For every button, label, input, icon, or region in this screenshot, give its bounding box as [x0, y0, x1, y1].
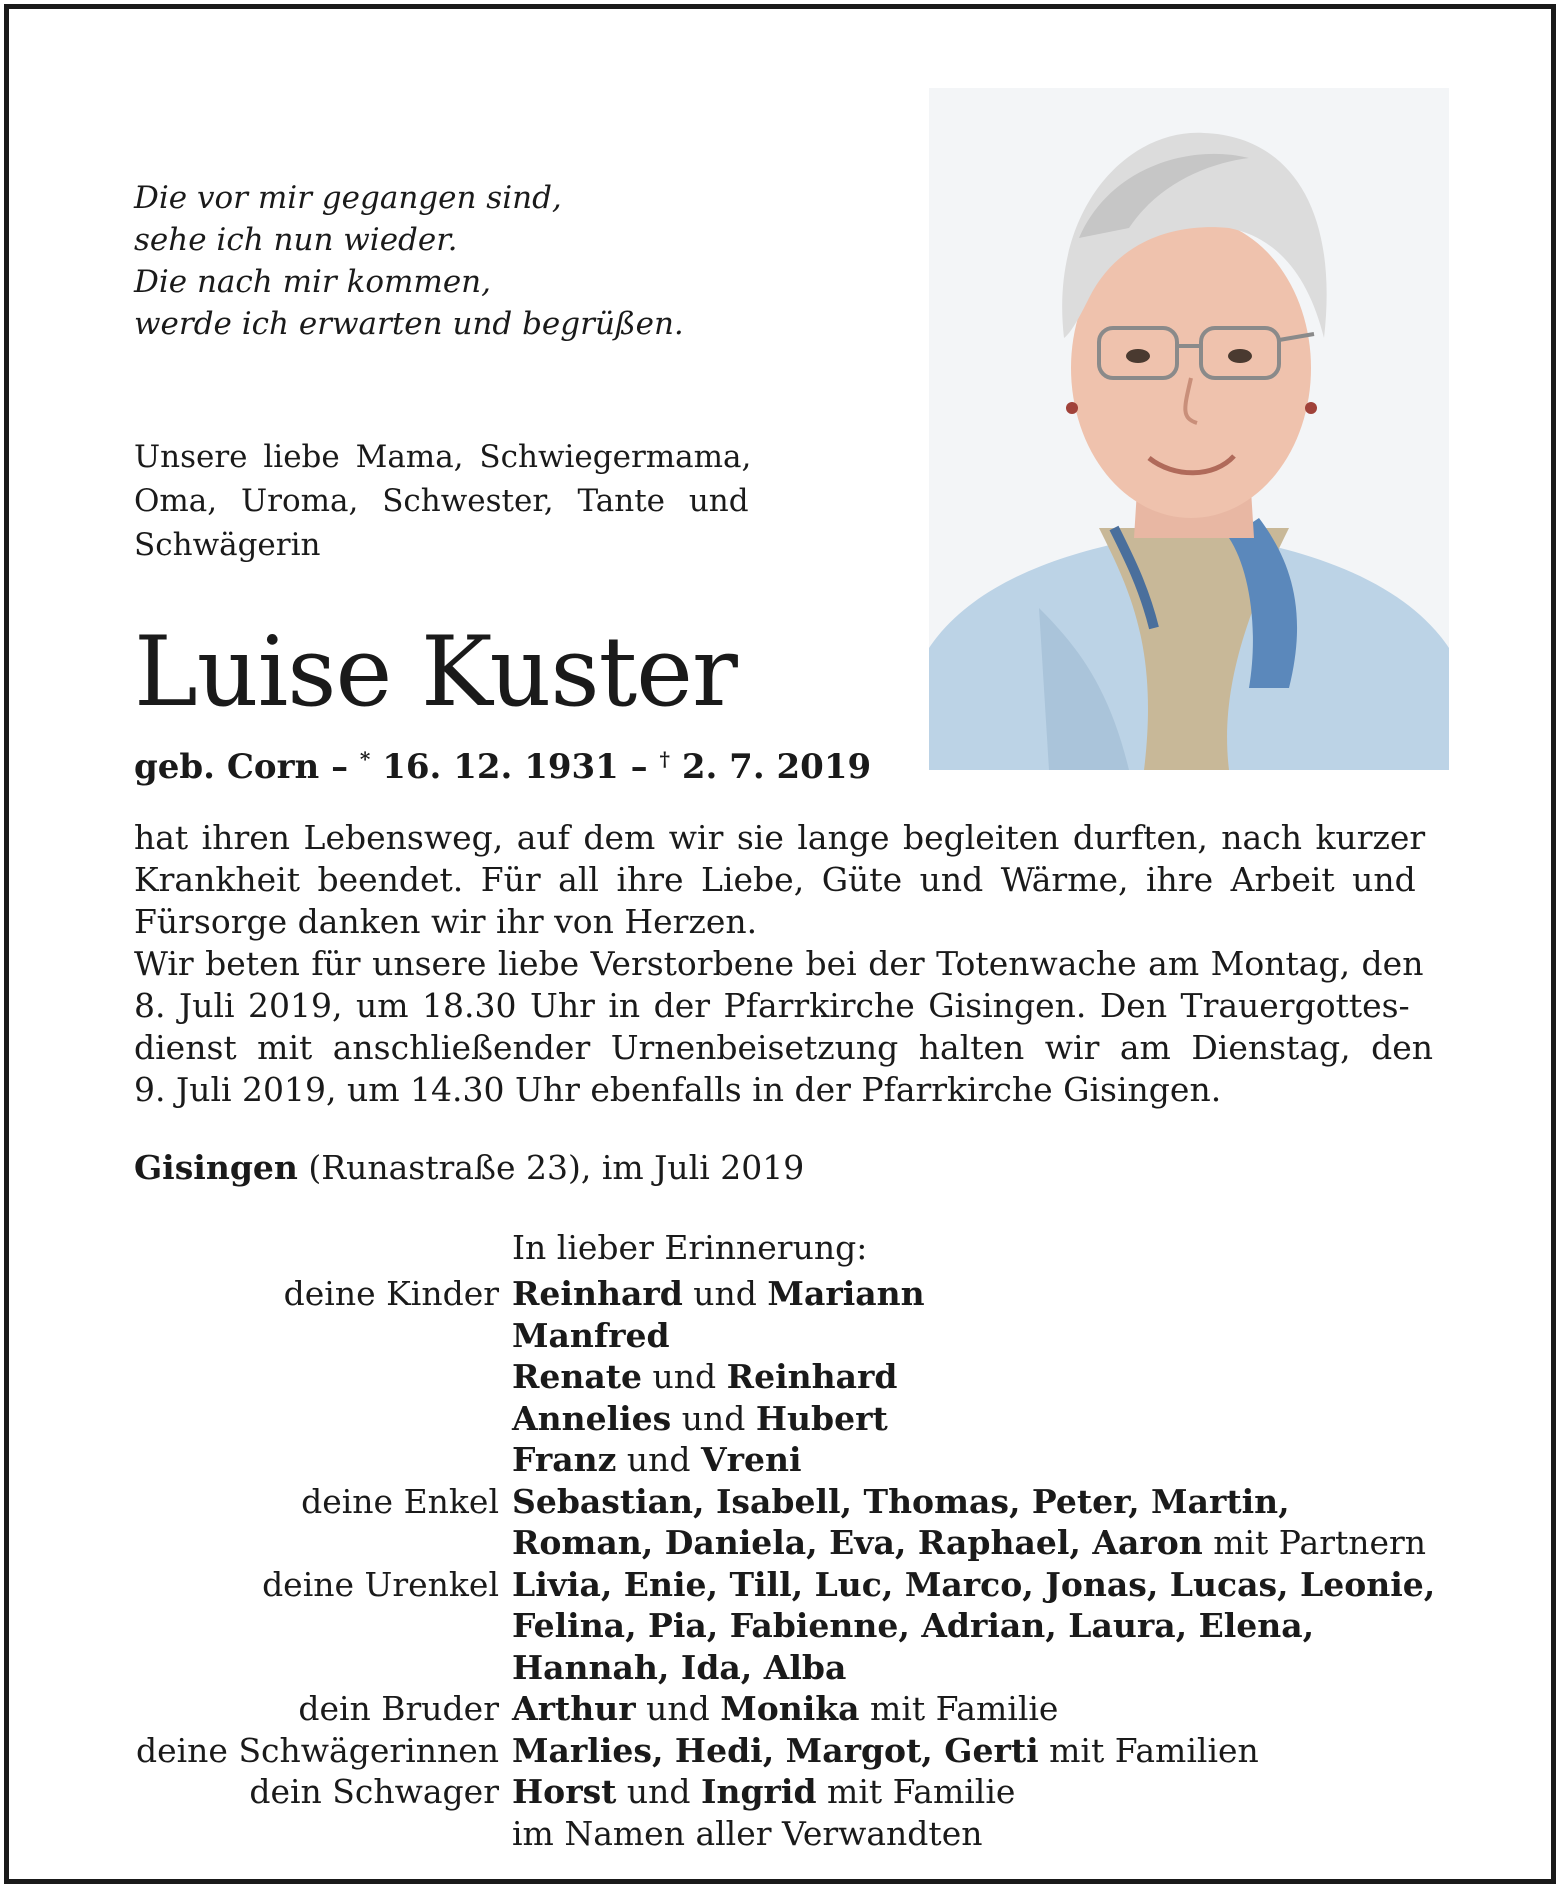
birth-death-info [134, 737, 894, 789]
mourner-connector: und [635, 1689, 721, 1728]
mourner-names [512, 1273, 925, 1315]
mourner-names [512, 1564, 1435, 1606]
relation-label: deine Enkel [301, 1481, 499, 1521]
memory-heading: In lieber Erinnerung: [512, 1228, 868, 1267]
mourner-name: Manfred [512, 1315, 670, 1355]
birth-date: 16. 12. 1931 [370, 747, 619, 787]
mourner-row [9, 1605, 1561, 1647]
poem-line: werde ich erwarten und begrüßen. [134, 306, 684, 342]
mourner-row [9, 1273, 1561, 1315]
mourner-row [9, 1522, 1561, 1564]
mourner-names [512, 1688, 1058, 1730]
intro-line: Oma, Uroma, Schwester, Tante und [134, 483, 749, 519]
mourner-row [9, 1398, 1561, 1440]
announcement-line: Wir beten für unsere liebe Verstorbene bei der Totenwache am Montag, den [134, 944, 1424, 983]
announcement-line: 8. Juli 2019, um 18.30 Uhr in der Pfarrkirche Gisingen. Den Trauergottes- [134, 986, 1410, 1025]
mourner-names [512, 1356, 897, 1398]
town-name: Gisingen [134, 1148, 298, 1187]
mourner-names [512, 1730, 1259, 1772]
memorial-poem [134, 177, 834, 345]
mourner-name: Hubert [755, 1398, 888, 1438]
obituary-card [4, 4, 1556, 1884]
mourner-row [9, 1688, 1561, 1730]
mourner-connector: mit Familie [816, 1772, 1016, 1811]
date-separator: – [618, 747, 660, 787]
mourner-connector: mit Partnern [1202, 1523, 1427, 1562]
announcement-text [134, 817, 1444, 1111]
mourner-name: Hannah, Ida, Alba [512, 1647, 847, 1687]
mourner-name: Marlies, Hedi, Margot, Gerti [512, 1730, 1039, 1770]
relation-label: dein Schwager [249, 1772, 499, 1811]
mourner-name: Reinhard [512, 1274, 683, 1313]
intro-text [134, 435, 819, 567]
mourner-row [9, 1481, 1561, 1523]
intro-line: Unsere liebe Mama, Schwiegermama, [134, 439, 752, 475]
mourner-name: Ingrid [701, 1772, 817, 1811]
place-and-date [134, 1147, 1134, 1189]
mourner-name: Felina, Pia, Fabienne, Adrian, Laura, Elena, [512, 1606, 1315, 1645]
death-symbol: † [659, 747, 670, 771]
mourner-connector: mit Familie [859, 1689, 1059, 1728]
address-and-date: (Runastraße 23), im Juli 2019 [297, 1148, 805, 1187]
poem-line: Die nach mir kommen, [134, 264, 491, 300]
mourner-names [512, 1439, 802, 1481]
mourner-connector: mit Familien [1038, 1730, 1259, 1770]
relation-label: deine Schwägerinnen [135, 1730, 499, 1770]
mourner-names [512, 1813, 982, 1855]
maiden-name: geb. Corn [134, 747, 320, 787]
deceased-name: Luise Kuster [134, 616, 737, 728]
announcement-line: Fürsorge danken wir ihr von Herzen. [134, 902, 758, 941]
mourner-names [512, 1398, 888, 1440]
mourner-name: Annelies [512, 1398, 672, 1438]
mourner-names [512, 1481, 1290, 1523]
relation-label: deine Urenkel [262, 1564, 499, 1604]
mourner-connector: und [642, 1357, 727, 1396]
mourner-name: Franz [512, 1440, 617, 1479]
relation-label: deine Kinder [283, 1274, 499, 1313]
announcement-line: Krankheit beendet. Für all ihre Liebe, Güte und Wärme, ihre Arbeit und [134, 860, 1416, 899]
mourner-name: Livia, Enie, Till, Luc, Marco, Jonas, Lucas, Leonie, [512, 1564, 1436, 1604]
mourner-row [9, 1647, 1561, 1689]
mourner-name: Vreni [700, 1440, 802, 1479]
mourner-names [512, 1771, 1015, 1813]
mourner-connector: und [682, 1274, 768, 1313]
mourner-names [512, 1647, 846, 1689]
intro-line: Schwägerin [134, 527, 321, 563]
mourner-names [512, 1605, 1314, 1647]
mourner-name: Sebastian, Isabell, Thomas, Peter, Martin, [512, 1481, 1290, 1521]
mourner-name: Reinhard [726, 1357, 898, 1396]
mourner-connector: und [616, 1772, 702, 1811]
mourner-row [9, 1439, 1561, 1481]
birth-symbol: * [359, 747, 371, 771]
mourner-name: Renate [512, 1357, 643, 1396]
mourner-row [9, 1771, 1561, 1813]
portrait-photo [929, 88, 1449, 770]
mourner-name: Arthur [512, 1689, 636, 1728]
poem-line: sehe ich nun wieder. [134, 222, 458, 258]
mourner-connector: und [616, 1440, 701, 1479]
mourner-connector: und [671, 1398, 756, 1438]
mourner-name: Horst [512, 1772, 617, 1811]
death-date: 2. 7. 2019 [670, 747, 872, 787]
mourner-row [9, 1730, 1561, 1772]
portrait-illustration [929, 88, 1449, 770]
mourner-connector: im Namen aller Verwandten [512, 1813, 983, 1853]
announcement-line: hat ihren Lebensweg, auf dem wir sie lange begleiten durften, nach kurzer [134, 818, 1426, 857]
mourner-row [9, 1564, 1561, 1606]
date-separator: – [319, 747, 360, 787]
mourner-name: Monika [720, 1689, 860, 1728]
mourner-name: Mariann [767, 1274, 925, 1313]
relation-label: dein Bruder [298, 1689, 499, 1728]
mourner-names [512, 1522, 1426, 1564]
poem-line: Die vor mir gegangen sind, [134, 180, 562, 216]
mourner-row [9, 1813, 1561, 1855]
announcement-line: dienst mit anschließender Urnenbeisetzung halten wir am Dienstag, den [134, 1028, 1434, 1067]
announcement-line: 9. Juli 2019, um 14.30 Uhr ebenfalls in der Pfarrkirche Gisingen. [134, 1070, 1222, 1109]
mourners-list [9, 1273, 1561, 1854]
mourner-names [512, 1315, 670, 1357]
mourner-row [9, 1315, 1561, 1357]
mourner-row [9, 1356, 1561, 1398]
mourner-name: Roman, Daniela, Eva, Raphael, Aaron [512, 1523, 1203, 1562]
